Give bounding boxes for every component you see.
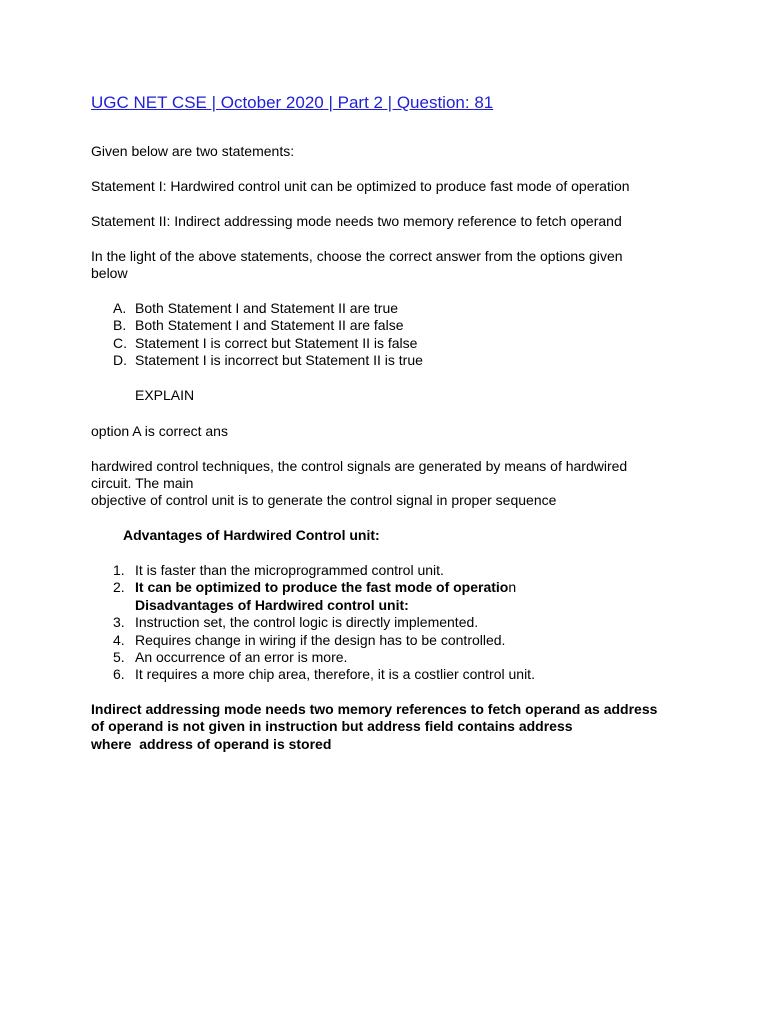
answer-text: option A is correct ans	[91, 423, 228, 439]
list-text	[135, 579, 516, 596]
statement-2: Statement II: Indirect addressing mode needs two memory reference to fetch operand	[91, 213, 622, 229]
option-a	[91, 300, 691, 317]
list-text: It is faster than the microprogrammed control unit.	[135, 562, 444, 578]
list-marker: 6.	[113, 666, 125, 683]
option-text: Both Statement I and Statement II are true	[135, 300, 399, 316]
option-b	[91, 317, 691, 334]
option-marker: A.	[113, 300, 127, 316]
conclusion-line: where address of operand is stored	[91, 736, 332, 752]
list-marker: 2.	[113, 579, 125, 596]
list-text: Instruction set, the control logic is directly implemented.	[135, 614, 479, 631]
option-d	[91, 352, 691, 369]
disadvantage-item	[91, 614, 691, 631]
instruction-line-1: In the light of the above statements, choose the correct answer from the options given	[91, 248, 623, 264]
option-text: Both Statement I and Statement II are false	[135, 317, 404, 334]
list-text-bold: It can be optimized to produce the fast mode of operatio	[135, 579, 509, 596]
advantage-item	[91, 562, 691, 579]
disadvantage-item	[91, 632, 691, 649]
conclusion-line: of operand is not given in instruction but address field contains address	[91, 718, 573, 734]
option-text: Statement I is correct but Statement II is false	[135, 334, 418, 351]
question-title-link[interactable]: UGC NET CSE | October 2020 | Part 2 | Question: 81	[91, 93, 494, 112]
advantages-heading: Advantages of Hardwired Control unit:	[123, 527, 380, 543]
option-c	[91, 335, 691, 352]
list-text: An occurrence of an error is more.	[135, 648, 348, 665]
list-marker: 5.	[113, 648, 125, 665]
list-text: It requires a more chip area, therefore, it is a costlier control unit.	[135, 666, 535, 683]
instruction-line-2: below	[91, 265, 128, 281]
list-text-tail: n	[508, 579, 517, 596]
list-marker: 4.	[113, 631, 125, 648]
explain-label: EXPLAIN	[135, 387, 195, 403]
advantages-list	[91, 562, 691, 684]
option-text: Statement I is incorrect but Statement II is true	[135, 352, 423, 369]
explanation-line: hardwired control techniques, the control signals are generated by means of hardwired	[91, 458, 628, 474]
disadvantages-heading-row	[91, 597, 691, 614]
option-marker: D.	[113, 352, 127, 369]
option-marker: C.	[113, 334, 127, 351]
list-marker: 1.	[113, 562, 125, 578]
conclusion-line: Indirect addressing mode needs two memory references to fetch operand as address	[91, 701, 658, 717]
disadvantages-heading: Disadvantages of Hardwired control unit:	[135, 596, 409, 613]
list-marker: 3.	[113, 614, 125, 631]
list-text: Requires change in wiring if the design has to be controlled.	[135, 631, 506, 648]
disadvantage-item	[91, 649, 691, 666]
option-marker: B.	[113, 317, 127, 334]
intro-text: Given below are two statements:	[91, 143, 295, 159]
statement-1: Statement I: Hardwired control unit can be optimized to produce fast mode of operation	[91, 178, 630, 194]
explanation-line: circuit. The main	[91, 475, 194, 491]
advantage-item	[91, 579, 691, 596]
explanation-line: objective of control unit is to generate the control signal in proper sequence	[91, 492, 557, 508]
options-list	[91, 300, 691, 370]
disadvantage-item	[91, 666, 691, 683]
